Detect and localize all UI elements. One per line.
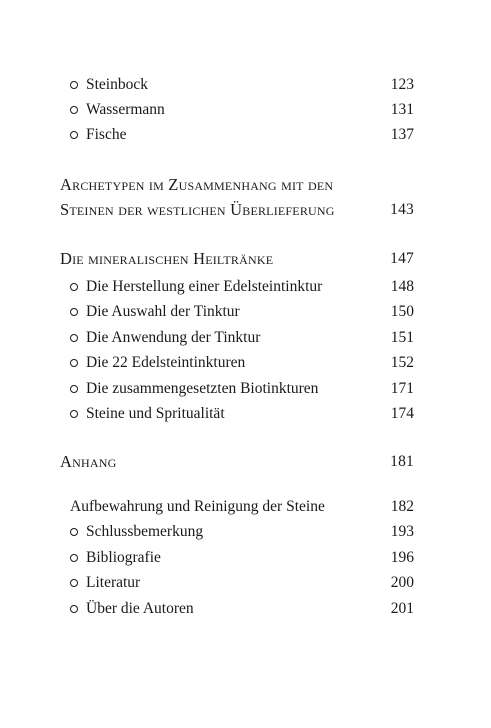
section-heading-line: Archetypen im Zusammenhang mit den — [60, 175, 334, 194]
toc-entry — [0, 301, 491, 323]
bullet-icon — [70, 605, 78, 613]
toc-entry-page: 148 — [390, 278, 414, 295]
toc-entry-title: Die 22 Edelsteintinkturen — [86, 354, 246, 371]
toc-entry — [0, 521, 491, 543]
section-heading-line: Steinen der westlichen Überlieferung — [60, 200, 335, 219]
toc-entry-page: 201 — [390, 600, 414, 617]
bullet-icon — [70, 81, 78, 89]
bullet-icon — [70, 308, 78, 316]
toc-entry-title: Steine und Spritualität — [86, 405, 225, 422]
toc-entry — [0, 378, 491, 400]
toc-entry-page: 171 — [390, 380, 414, 397]
section-heading-page: 147 — [390, 250, 414, 267]
toc-entry-title: Die zusammengesetzten Biotinkturen — [86, 380, 319, 397]
section-heading-page: 181 — [390, 453, 414, 470]
toc-entry-title: Steinbock — [86, 76, 148, 93]
section-heading-page: 143 — [390, 201, 414, 218]
toc-entry-title: Literatur — [86, 574, 141, 591]
toc-entry-page: 200 — [390, 574, 414, 591]
bullet-icon — [70, 385, 78, 393]
toc-entry — [0, 572, 491, 594]
toc-entry-page: 123 — [390, 76, 414, 93]
bullet-icon — [70, 106, 78, 114]
bullet-icon — [70, 528, 78, 536]
toc-entry-title: Bibliografie — [86, 549, 161, 566]
section-heading-heiltraenke — [60, 247, 420, 271]
bullet-icon — [70, 579, 78, 587]
toc-entry — [0, 124, 491, 146]
toc-entry-page: 174 — [390, 405, 414, 422]
section-heading-anhang — [60, 450, 420, 474]
toc-entry-page: 150 — [390, 303, 414, 320]
toc-entry-title: Schlussbemerkung — [86, 523, 204, 540]
section-heading-archetypen — [60, 173, 420, 197]
bullet-icon — [70, 131, 78, 139]
toc-entry — [0, 547, 491, 569]
toc-entry-title: Über die Autoren — [86, 600, 194, 617]
toc-entry — [0, 276, 491, 298]
bullet-icon — [70, 334, 78, 342]
bullet-icon — [70, 359, 78, 367]
bullet-icon — [70, 410, 78, 418]
toc-entry-title: Aufbewahrung und Reinigung der Steine — [70, 498, 325, 515]
toc-entry — [0, 352, 491, 374]
section-heading-archetypen-cont — [60, 198, 420, 222]
bullet-icon — [70, 554, 78, 562]
toc-entry-page: 182 — [390, 498, 414, 515]
toc-entry-page: 193 — [390, 523, 414, 540]
toc-entry — [0, 598, 491, 620]
toc-entry-title: Die Auswahl der Tinktur — [86, 303, 240, 320]
toc-entry-page: 131 — [390, 101, 414, 118]
toc-entry-title: Wassermann — [86, 101, 165, 118]
toc-entry-page: 137 — [390, 126, 414, 143]
toc-entry-title: Die Anwendung der Tinktur — [86, 329, 261, 346]
toc-entry — [0, 403, 491, 425]
toc-entry-title: Fische — [86, 126, 127, 143]
bullet-icon — [70, 283, 78, 291]
section-heading-title: Die mineralischen Heiltränke — [60, 249, 274, 268]
toc-entry-title: Die Herstellung einer Edelsteintinktur — [86, 278, 323, 295]
section-heading-title: Anhang — [60, 452, 117, 471]
toc-entry — [0, 496, 491, 518]
toc-entry — [0, 74, 491, 96]
toc-entry-page: 152 — [390, 354, 414, 371]
toc-entry-page: 196 — [390, 549, 414, 566]
toc-entry — [0, 99, 491, 121]
toc-entry — [0, 327, 491, 349]
toc-entry-page: 151 — [390, 329, 414, 346]
